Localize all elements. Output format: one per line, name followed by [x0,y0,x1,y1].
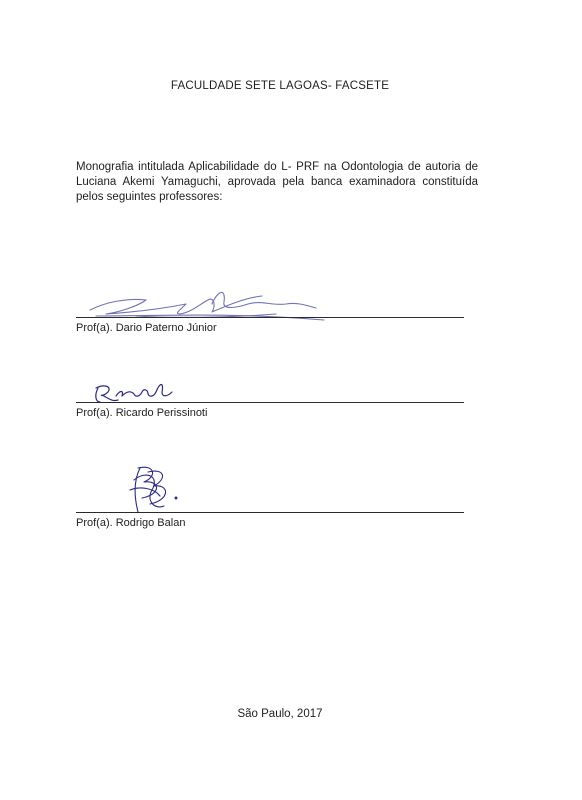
place-and-date: São Paulo, 2017 [237,708,323,720]
signature-line-1 [76,317,464,318]
approval-statement: Monografia intitulada Aplicabilidade do L- PRF na Odontologia de autoria de Luciana Akemi Yamaguchi, aprovada pela banca examinadora constituída pelos seguintes professores: [76,161,478,203]
signature-block-3 [76,460,464,530]
signatory-name-2: Prof(a). Ricardo Perissinoti [76,407,208,419]
institution-heading: FACULDADE SETE LAGOAS- FACSETE [170,80,390,92]
signature-line-2 [76,402,464,403]
signature-block-1 [76,286,464,336]
signatory-name-1: Prof(a). Dario Paterno Júnior [76,322,217,334]
signatory-name-3: Prof(a). Rodrigo Balan [76,517,186,529]
signature-block-2 [76,378,464,426]
handwritten-signature-1 [76,286,326,326]
signature-line-3 [76,512,464,513]
